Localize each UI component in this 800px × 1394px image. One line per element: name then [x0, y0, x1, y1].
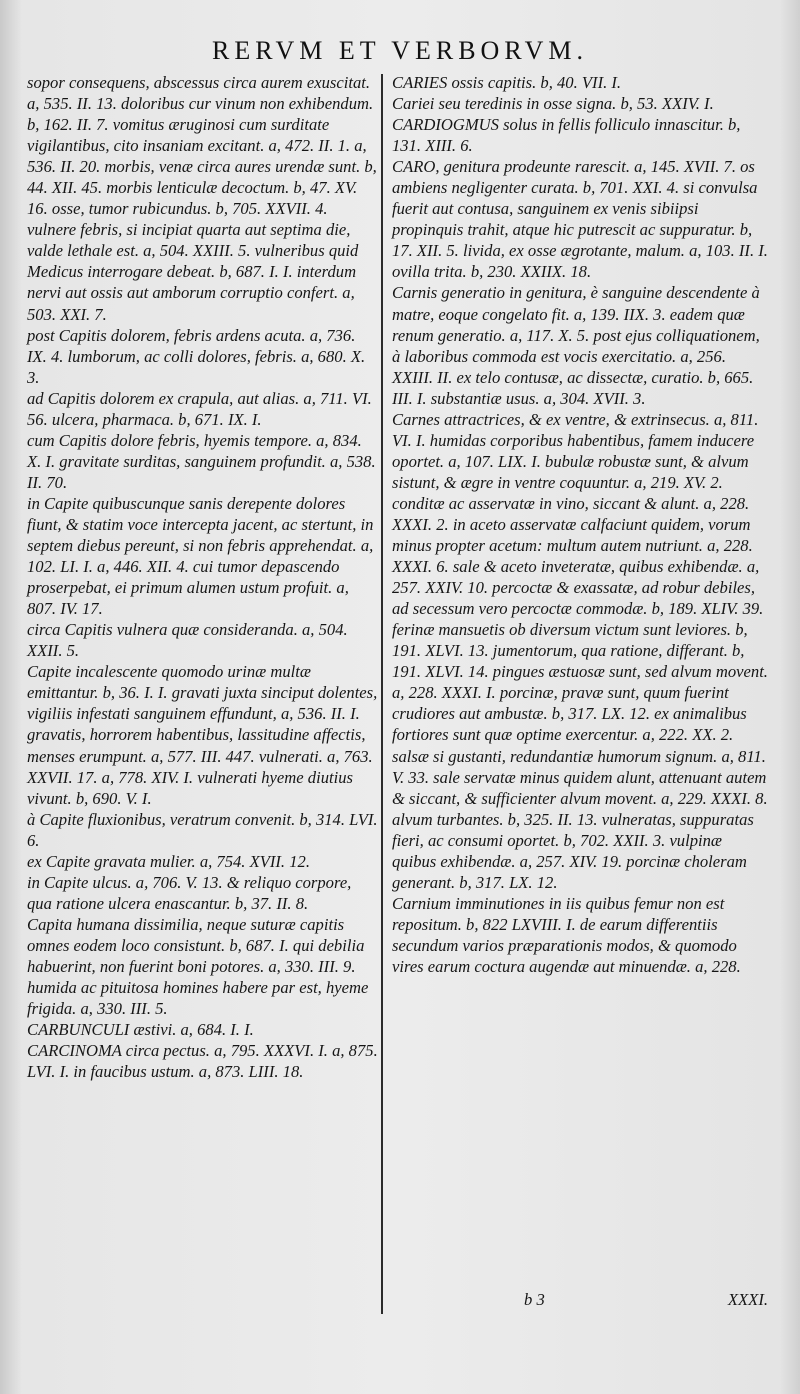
index-entry: ex Capite gravata mulier. a, 754. XVII. 12.: [27, 851, 310, 871]
right-column: [392, 72, 768, 977]
index-entry: Cariei seu teredinis in osse signa. b, 53. XXIV. I.: [392, 94, 714, 114]
index-entry: Capita humana dissimilia, neque suturæ capitis omnes eodem loco consistunt. b, 687. I. qui debilia habuerint, non fuerint boni potores. a, 330. III. 9. humida ac pituitosa homines habere par est, hyeme frigida. a, 330. III. 5.: [27, 914, 369, 1019]
index-entry: à Capite fluxionibus, veratrum convenit. b, 314. LVI. 6.: [27, 809, 378, 850]
column-divider: [381, 74, 383, 1314]
index-entry: cum Capitis dolore febris, hyemis tempore. a, 834. X. I. gravitate surditas, sanguinem profundit. a, 538. II. 70.: [27, 430, 376, 492]
index-entry: CARO, genitura prodeunte rarescit. a, 145. XVII. 7. os ambiens negligenter curata. b, 701. XXI. 4. si convulsa fuerit aut contusa, sanguinem ex venis sibiipsi propinquis trahit, atque hic putrescit ac suppuratur. b, 17. XII. 5. livida, ex osse ægrotante, malum. a, 103. II. I. ovilla trita. b, 230. XXIIX. 18.: [392, 157, 768, 282]
index-entry: CARIES ossis capitis. b, 40. VII. I.: [392, 73, 622, 92]
index-entry: Capite incalescente quomodo urinæ multæ emittantur. b, 36. I. I. gravati juxta sinciput dolentes, vigiliis infestati sanguinem effundunt, a, 536. II. I. gravatis, horrorem habentibus, lassitudine affectis, menses erumpunt. a, 577. III. 447. vulnerati. a, 763. XXVII. 17. a, 778. XIV. I. vulnerati hyeme diutius vivunt. b, 690. V. I.: [27, 662, 378, 808]
index-entry: in Capite ulcus. a, 706. V. 13. & reliquo corpore, qua ratione ulcera enascantur. b, 37. II. 8.: [27, 872, 352, 913]
running-header: RERVM ET VERBORVM.: [212, 36, 588, 65]
catchword: XXXI.: [727, 1290, 768, 1309]
page-footer: [392, 1290, 768, 1314]
index-entry: ad Capitis dolorem ex crapula, aut alias. a, 711. VI. 56. ulcera, pharmaca. b, 671. IX. I.: [27, 388, 372, 429]
index-entry: Carnis generatio in genitura, è sanguine descendente à matre, eoque congelato fit. a, 139. IIX. 3. eadem quæ renum generatio. a, 117. X. 5. post ejus colliquationem, à laboribus commoda est vocis exercitatio. a, 256. XXIII. II. ex telo contusæ, ac dissectæ, curatio. b, 665. III. I. substantiæ usus. a, 304. XVII. 3.: [392, 283, 760, 408]
index-entry: Carnium imminutiones in iis quibus femur non est repositum. b, 822 LXVIII. I. de earum differentiis secundum varios præparationis modos, & quomodo vires earum coctura augendæ aut minuendæ. a, 228.: [392, 893, 741, 976]
index-entry: CARDIOGMUS solus in fellis folliculo innascitur. b, 131. XIII. 6.: [392, 115, 741, 156]
left-column: [27, 72, 379, 1082]
index-entry: Carnes attractrices, & ex ventre, & extrinsecus. a, 811. VI. I. humidas corporibus habentibus, famem inducere oportet. a, 107. LIX. I. bubulæ robustæ sunt, & alvum sistunt, & ægre in ventre coquuntur. a, 219. XV. 2. conditæ ac asservatæ in vino, siccant & alunt. a, 228. XXXI. 2. in aceto asservatæ calfaciunt quidem, vorum minus propter acetum: multum autem nutriunt. a, 228. XXXI. 6. sale & aceto inveteratæ, quibus exhibendæ. a, 257. XXIV. 10. percoctæ & exassatæ, ad robur debiles, ad secessum vero percoctæ commodæ. b, 189. XLIV. 39. ferinæ mansuetis ob diversum victum sunt leviores. b, 191. XLVI. 13. jumentorum, qua ratione, differant. b, 191. XLVI. 14. pingues æstuosæ sunt, sed alvum movent. a, 228. XXXI. I. porcinæ, pravæ sunt, quum fuerint crudiores aut ambustæ. b, 317. LX. 12. ex animalibus fortiores sunt quæ optime exercentur. a, 222. XX. 2. salsæ si gustanti, redundantiæ humorum signum. a, 811. V. 33. sale servatæ minus quidem alunt, attenuant autem & siccant, & sufficienter alvum movent. a, 229. XXXI. 8. alvum turbantes. b, 325. II. 13. vulneratas, suppuratas fieri, ac consumi oportet. b, 702. XXII. 3. vulpinæ quibus exhibendæ. a, 257. XIV. 19. porcinæ choleram generant. b, 317. LX. 12.: [392, 409, 768, 892]
signature-mark: b 3: [524, 1290, 545, 1309]
index-entry: sopor consequens, abscessus circa aurem exuscitat. a, 535. II. 13. doloribus cur vinum non exhibendum. b, 162. II. 7. vomitus æruginosi cum surditate vigilantibus, cito insaniam excitant. a, 472. II. 1. a, 536. II. 20. morbis, venæ circa aures urendæ sunt. b, 44. XII. 45. morbis lenticulæ decoctum. b, 47. XV. 16. osse, tumor rubicundus. b, 705. XXVII. 4. vulnere febris, si incipiat quarta aut septima die, valde lethale est. a, 504. XXIII. 5. vulneribus quid Medicus interrogare debeat. b, 687. I. I. interdum nervi aut ossis aut amborum corruptio confert. a, 503. XXI. 7.: [27, 73, 377, 324]
index-entry: CARCINOMA circa pectus. a, 795. XXXVI. I. a, 875. LVI. I. in faucibus ustum. a, 873. LIII. 18.: [27, 1041, 378, 1082]
index-entry: post Capitis dolorem, febris ardens acuta. a, 736. IX. 4. lumborum, ac colli dolores, febris. a, 680. X. 3.: [27, 325, 366, 387]
index-entry: circa Capitis vulnera quæ consideranda. a, 504. XXII. 5.: [27, 620, 348, 661]
index-entry: in Capite quibuscunque sanis derepente dolores fiunt, & statim voce intercepta jacent, ac stertunt, in septem diebus pereunt, si non febris apprehendat. a, 102. LI. I. a, 446. XII. 4. cui tumor depascendo proserpebat, ei primum alumen ustum profuit. a, 807. IV. 17.: [27, 493, 374, 619]
index-entry: CARBUNCULI æstivi. a, 684. I. I.: [27, 1020, 254, 1040]
